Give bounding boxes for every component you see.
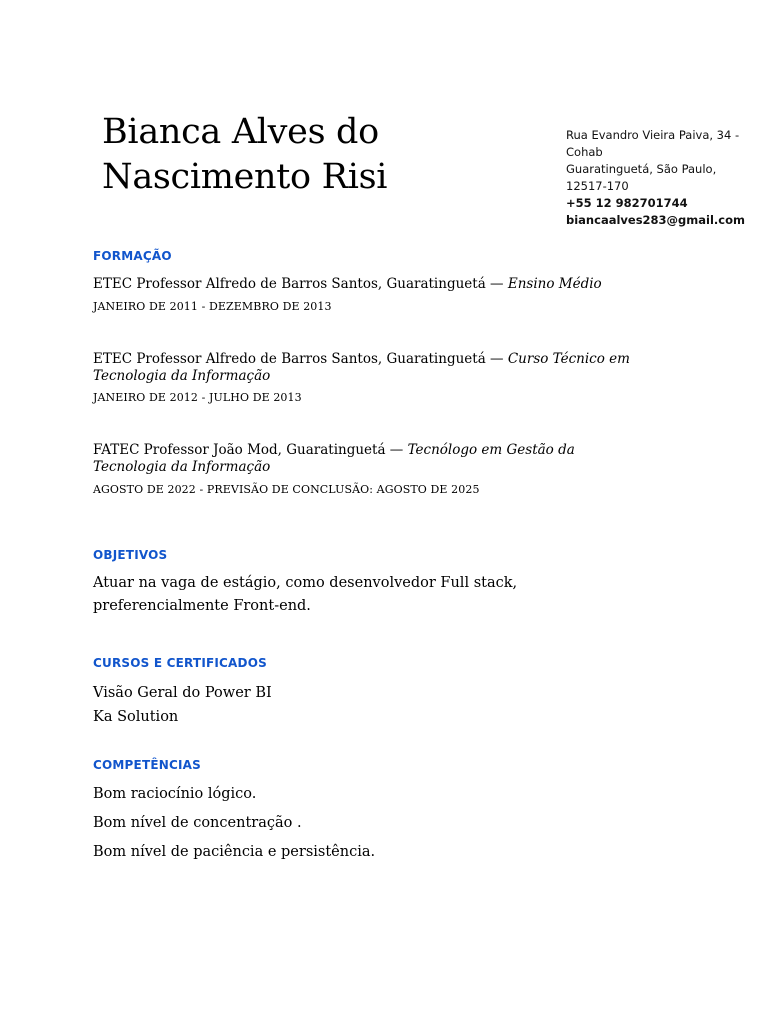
- phone-number: +55 12 982701744: [566, 196, 688, 210]
- address-line: Rua Evandro Vieira Paiva, 34 -: [566, 128, 740, 142]
- course-name: Tecnólogo em Gestão da: [407, 442, 575, 458]
- address-line: Cohab: [566, 145, 603, 159]
- skill-item: Bom nível de paciência e persistência.: [93, 844, 376, 860]
- course-name-continued: Tecnologia da Informação: [93, 368, 271, 384]
- section-title-objetivos: OBJETIVOS: [93, 548, 168, 562]
- course-name: Curso Técnico em: [507, 351, 630, 367]
- education-entry-dates: JANEIRO DE 2011 - DEZEMBRO DE 2013: [93, 300, 332, 313]
- section-title-formacao: FORMAÇÃO: [93, 249, 172, 263]
- course-item: Ka Solution: [93, 709, 179, 725]
- institution-name: FATEC Professor João Mod, Guaratinguetá —: [93, 442, 408, 458]
- skill-item: Bom raciocínio lógico.: [93, 786, 257, 802]
- section-title-cursos: CURSOS E CERTIFICADOS: [93, 656, 267, 670]
- applicant-name: Bianca Alves do Nascimento Risi: [102, 112, 388, 197]
- education-entry-title: [93, 442, 653, 476]
- course-name-continued: Tecnologia da Informação: [93, 459, 271, 475]
- education-entry-title: [93, 351, 653, 385]
- institution-name: ETEC Professor Alfredo de Barros Santos, Guaratinguetá —: [93, 351, 508, 367]
- address-line: 12517-170: [566, 179, 629, 193]
- contact-block: [566, 127, 756, 229]
- address-line: Guaratinguetá, São Paulo,: [566, 162, 717, 176]
- skill-item: Bom nível de concentração .: [93, 815, 302, 831]
- education-entry-dates: AGOSTO DE 2022 - PREVISÃO DE CONCLUSÃO: AGOSTO DE 2025: [93, 483, 480, 496]
- course-item: Visão Geral do Power BI: [93, 685, 272, 701]
- course-name: Ensino Médio: [507, 276, 602, 292]
- email-address: biancaalves283@gmail.com: [566, 213, 745, 227]
- institution-name: ETEC Professor Alfredo de Barros Santos, Guaratinguetá —: [93, 276, 508, 292]
- objective-text: Atuar na vaga de estágio, como desenvolvedor Full stack, preferencialmente Front-end.: [93, 575, 518, 614]
- education-entry-dates: JANEIRO DE 2012 - JULHO DE 2013: [93, 391, 302, 404]
- education-entry-title: [93, 276, 653, 293]
- section-title-competencias: COMPETÊNCIAS: [93, 758, 201, 772]
